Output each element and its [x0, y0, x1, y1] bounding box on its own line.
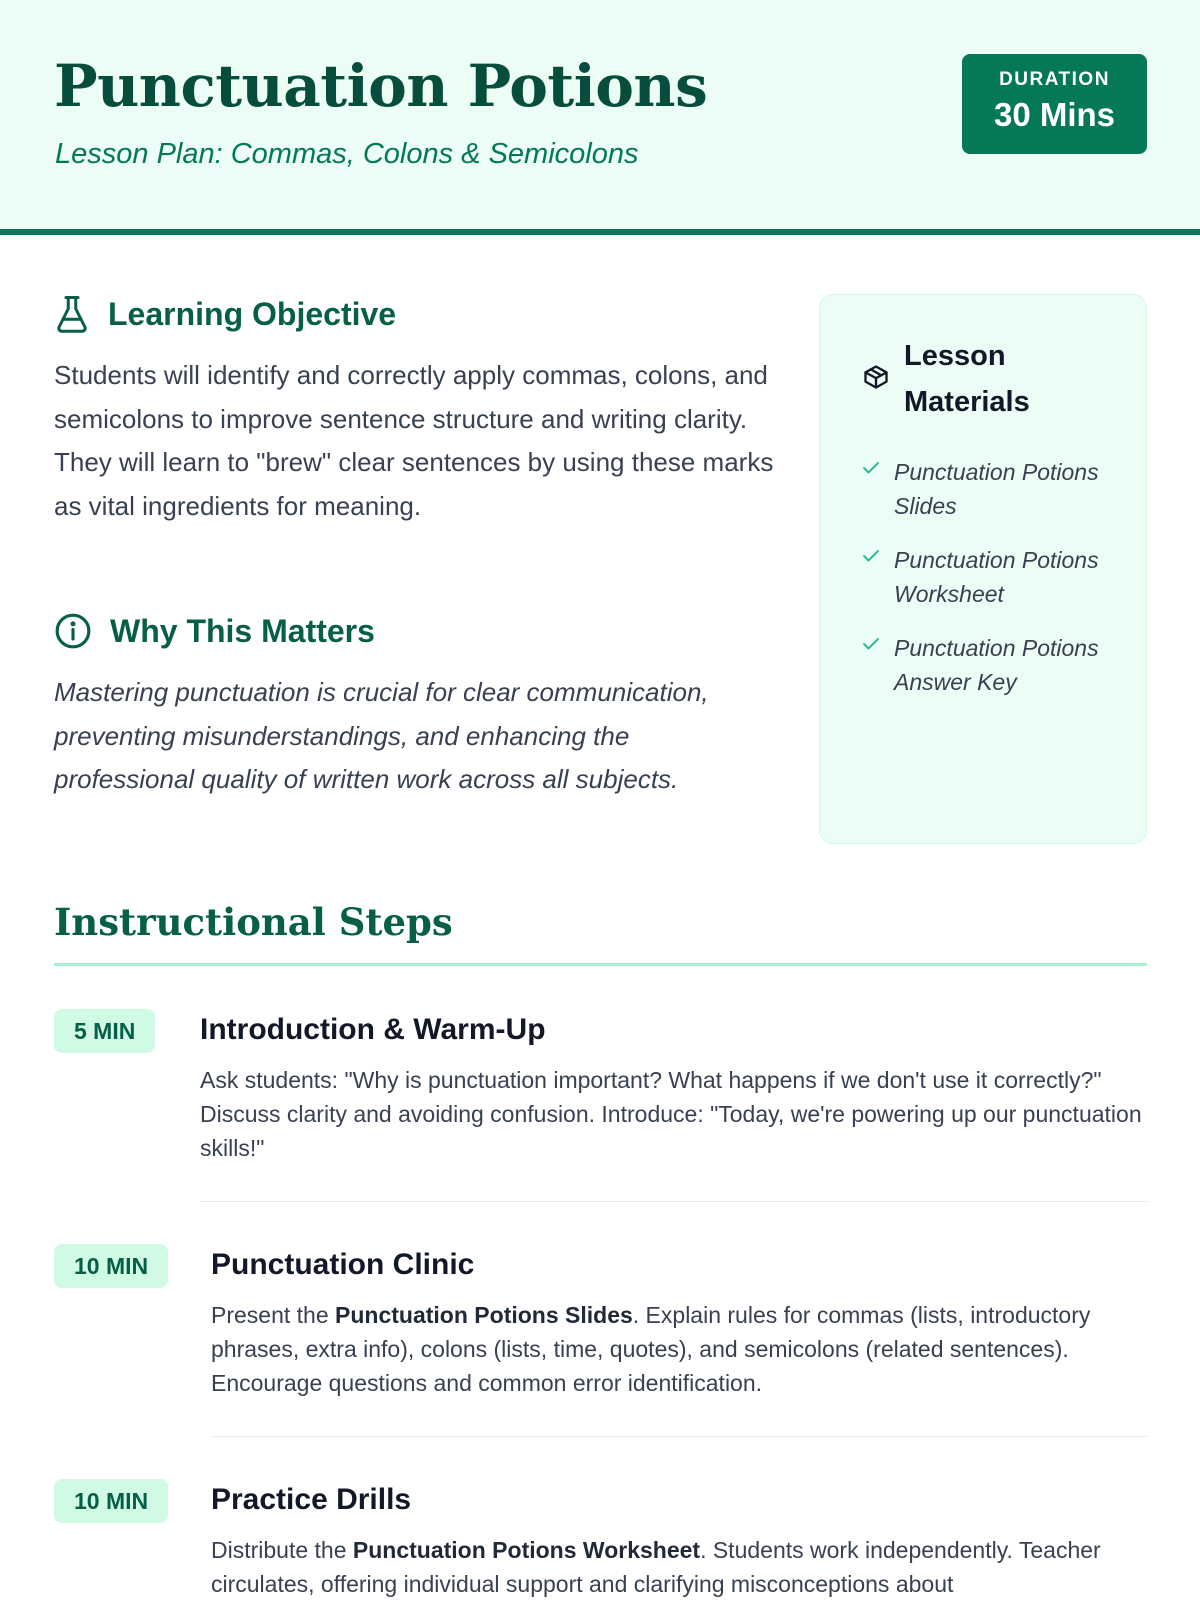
objective-text: Students will identify and correctly apply commas, colons, and semicolons to improve sentence structure and writing clarity. They will learn to "brew" clear sentences by using these marks as vital ingredients for meaning. — [54, 360, 774, 521]
step-time-badge: 5 MIN — [54, 1009, 155, 1053]
steps-divider — [54, 963, 1147, 966]
worksheet-reference: Punctuation Potions Worksheet — [352, 1537, 701, 1563]
objective-heading-row — [54, 294, 396, 334]
material-label: Punctuation Potions Worksheet — [894, 547, 1099, 607]
steps-title: Instructional Steps — [54, 900, 453, 944]
slides-reference: Punctuation Potions Slides — [335, 1302, 633, 1328]
materials-heading-row — [862, 333, 1054, 425]
step-title: Practice Drills — [211, 1483, 412, 1516]
materials-heading: Lesson Materials — [904, 340, 1030, 418]
step-divider — [200, 1201, 1147, 1202]
objective-heading: Learning Objective — [108, 295, 397, 332]
check-icon — [862, 637, 880, 651]
list-item — [862, 455, 1132, 523]
step-divider — [211, 1436, 1147, 1437]
step-text: Distribute the Punctuation Potions Worksheet. Students work independently. Teacher circulates, offering individual support and clarifying misconceptions about — [211, 1537, 1101, 1597]
step-body — [211, 1479, 1147, 1600]
list-item — [862, 631, 1132, 699]
step-introduction — [54, 1009, 1147, 1209]
step-time-badge: 10 MIN — [54, 1479, 168, 1523]
page-title: Punctuation Potions — [54, 52, 708, 120]
materials-list — [862, 455, 1132, 719]
duration-badge — [962, 54, 1147, 154]
why-heading: Why This Matters — [110, 612, 375, 649]
step-text: Ask students: "Why is punctuation important? What happens if we don't use it correctly?" Discuss clarity and avoiding confusion. Introduce: "Today, we're powering up our punctuation skills!" — [200, 1067, 1142, 1161]
step-time-badge: 10 MIN — [54, 1244, 168, 1288]
lesson-header — [0, 0, 1200, 235]
step-clinic — [54, 1244, 1147, 1444]
info-icon — [54, 612, 92, 650]
step-title: Introduction & Warm-Up — [200, 1013, 546, 1046]
package-icon — [862, 363, 890, 396]
duration-value: 30 Mins — [993, 96, 1116, 133]
material-label: Punctuation Potions Answer Key — [894, 635, 1099, 695]
duration-label: DURATION — [999, 69, 1110, 90]
material-label: Punctuation Potions Slides — [894, 459, 1099, 519]
why-text: Mastering punctuation is crucial for clear communication, preventing misunderstandings, and enhancing the professional quality of written work across all subjects. — [54, 677, 709, 794]
materials-card — [819, 294, 1147, 844]
flask-icon — [54, 294, 90, 334]
list-item — [862, 543, 1132, 611]
step-title: Punctuation Clinic — [211, 1248, 475, 1281]
check-icon — [862, 549, 880, 563]
check-icon — [862, 461, 880, 475]
page-subtitle: Lesson Plan: Commas, Colons & Semicolons — [55, 138, 639, 170]
step-body — [211, 1244, 1147, 1400]
step-body — [200, 1009, 1147, 1165]
step-text: Present the Punctuation Potions Slides. Explain rules for commas (lists, introductory phrases, extra info), colons (lists, time, quotes), and semicolons (related sentences). Encourage questions and common error identification. — [211, 1302, 1091, 1396]
why-heading-row — [54, 612, 375, 650]
step-practice — [54, 1479, 1147, 1600]
